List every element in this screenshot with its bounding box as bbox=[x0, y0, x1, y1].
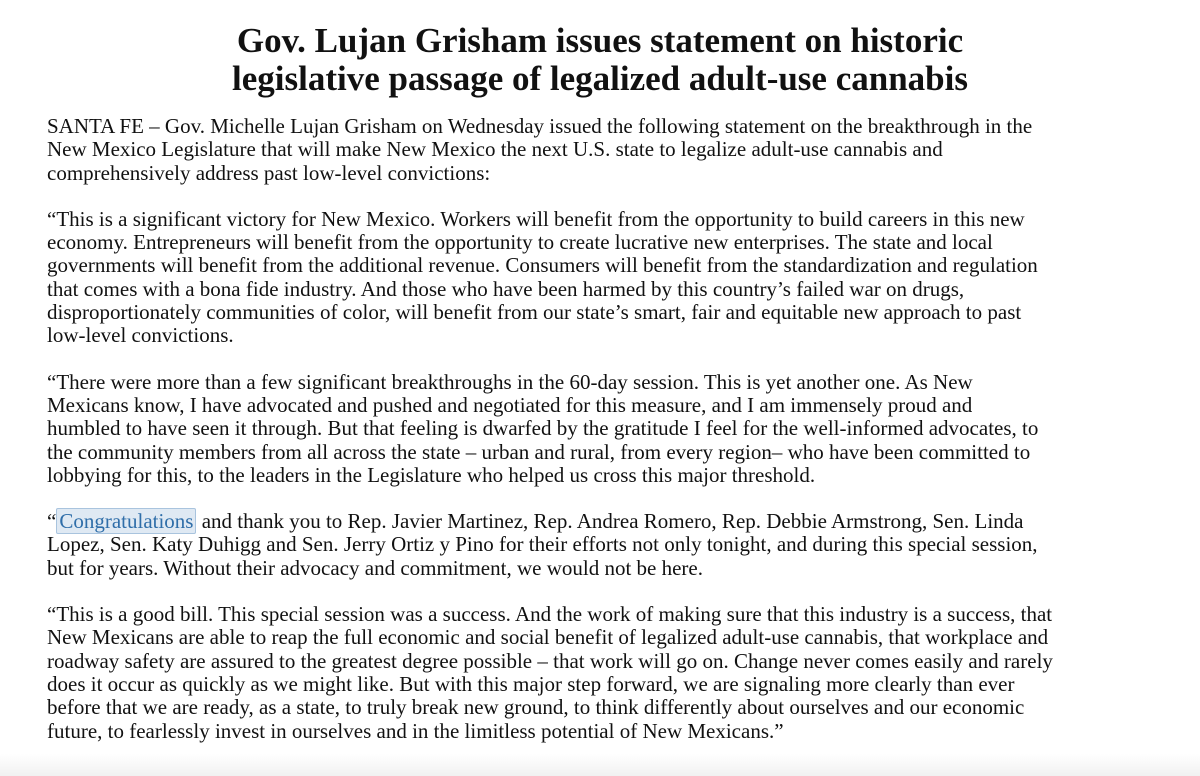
intro-paragraph bbox=[47, 115, 1187, 185]
open-quote: “ bbox=[47, 509, 57, 534]
text-line: the community members from all across the state – urban and rural, from every region– who have been committed to bbox=[47, 439, 1031, 464]
quote-paragraph-2 bbox=[47, 371, 1187, 487]
quote-paragraph-1 bbox=[47, 208, 1187, 348]
text-line: lobbying for this, to the leaders in the Legislature who helped us cross this major threshold. bbox=[47, 462, 816, 487]
text-line: New Mexico Legislature that will make New Mexico the next U.S. state to legalize adult-use cannabis and bbox=[47, 137, 943, 162]
text-line: roadway safety are assured to the greatest degree possible – that work will go on. Change never comes easily and rarely bbox=[47, 648, 1053, 673]
text-line: but for years. Without their advocacy and commitment, we would not be here. bbox=[47, 555, 703, 580]
text-line: humbled to have seen it through. But that feeling is dwarfed by the gratitude I feel for the well-informed advocates, to bbox=[47, 416, 1039, 441]
text-line: does it occur as quickly as we might like. But with this major step forward, we are signaling more clearly than ever bbox=[47, 671, 1015, 696]
text-line: New Mexicans are able to reap the full economic and social benefit of legalized adult-use cannabis, that workplace and bbox=[47, 625, 1049, 650]
text-run: and thank you to Rep. Javier Martinez, Rep. Andrea Romero, Rep. Debbie Armstrong, Sen. Linda bbox=[196, 509, 1024, 534]
title-line-2: legislative passage of legalized adult-use cannabis bbox=[232, 59, 968, 98]
text-line: Lopez, Sen. Katy Duhigg and Sen. Jerry Ortiz y Pino for their efforts not only tonight, and during this special session, bbox=[47, 532, 1038, 557]
text-line: economy. Entrepreneurs will benefit from the opportunity to create lucrative new enterprises. The state and local bbox=[47, 230, 993, 255]
text-line: low-level convictions. bbox=[47, 323, 234, 348]
text-line: that comes with a bona fide industry. And those who have been harmed by this country’s failed war on drugs, bbox=[47, 276, 965, 301]
text-line: SANTA FE – Gov. Michelle Lujan Grisham on Wednesday issued the following statement on the breakthrough in the bbox=[47, 114, 1033, 138]
text-line: future, to fearlessly invest in ourselves and in the limitless potential of New Mexicans.” bbox=[47, 718, 784, 743]
text-line: “This is a good bill. This special session was a success. And the work of making sure that this industry is a success, that bbox=[47, 602, 1053, 627]
text-line: Mexicans know, I have advocated and pushed and negotiated for this measure, and I am immensely proud and bbox=[47, 392, 973, 417]
text-line: disproportionately communities of color, will benefit from our state’s smart, fair and equitable new approach to past bbox=[47, 300, 1022, 325]
quote-paragraph-4 bbox=[47, 603, 1187, 743]
text-line: governments will benefit from the additional revenue. Consumers will benefit from the standardization and regulation bbox=[47, 253, 1038, 278]
text-line: “This is a significant victory for New Mexico. Workers will benefit from the opportunity to build careers in this new bbox=[47, 206, 1025, 231]
text-line: before that we are ready, as a state, to truly break new ground, to think differently about ourselves and our economic bbox=[47, 695, 1025, 720]
text-line: “There were more than a few significant breakthroughs in the 60-day session. This is yet another one. As New bbox=[47, 369, 973, 394]
title-line-1: Gov. Lujan Grisham issues statement on historic bbox=[236, 21, 964, 60]
highlighted-word[interactable]: Congratulations bbox=[56, 508, 196, 534]
page-bottom-edge bbox=[0, 754, 1200, 776]
statement-body bbox=[47, 115, 1187, 766]
quote-paragraph-3 bbox=[47, 510, 1187, 580]
text-line: comprehensively address past low-level convictions: bbox=[47, 160, 491, 185]
press-release-title bbox=[0, 22, 1200, 98]
text-line bbox=[47, 510, 1187, 533]
